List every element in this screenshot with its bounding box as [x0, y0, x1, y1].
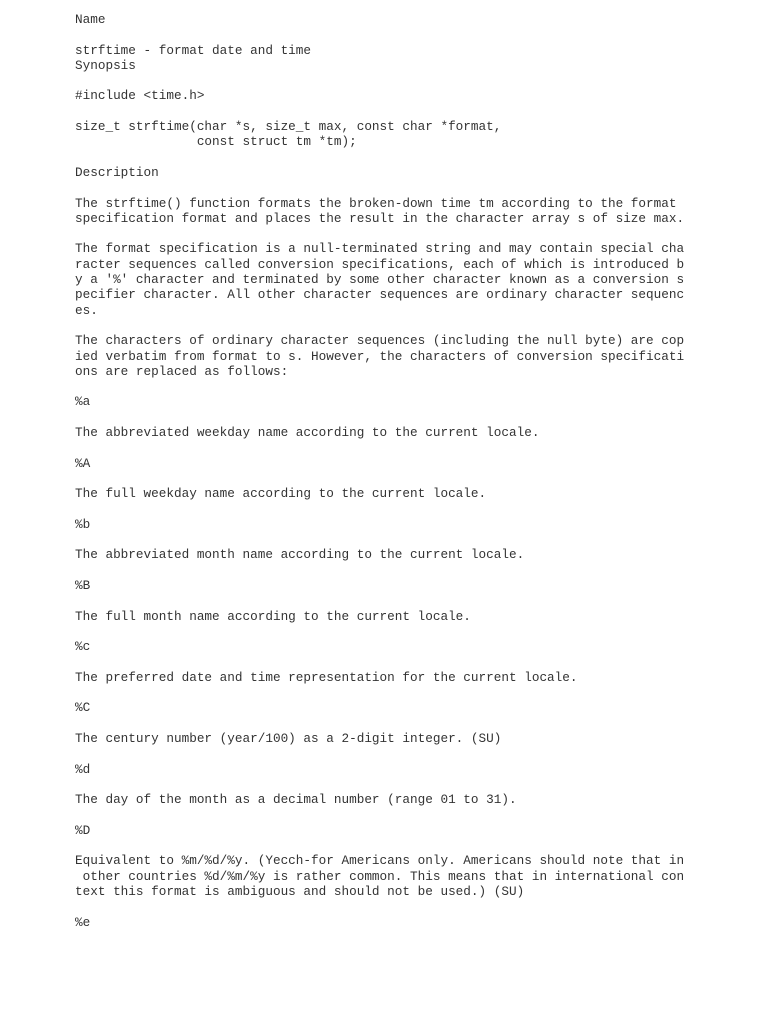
specifier-description: The full month name according to the current locale.	[75, 608, 471, 624]
spacer	[75, 410, 715, 425]
spacer	[75, 502, 715, 517]
specifier-description: The preferred date and time representation for the current locale.	[75, 669, 578, 685]
paragraph-line: The strftime() function formats the broken-down time tm according to the format	[75, 195, 677, 211]
spacer	[75, 318, 715, 333]
specifier-code: %B	[75, 577, 91, 593]
specifier-description: The century number (year/100) as a 2-digit integer. (SU)	[75, 730, 502, 746]
paragraph-3	[75, 333, 715, 379]
spacer	[75, 685, 715, 700]
paragraph-2	[75, 241, 715, 317]
specifier-code: %d	[75, 761, 91, 777]
spacer	[75, 563, 715, 578]
spacer	[75, 73, 715, 88]
paragraph-line: y a '%' character and terminated by some other character known as a conversion s	[75, 272, 685, 288]
spacer	[75, 838, 715, 853]
paragraph-line: The characters of ordinary character sequences (including the null byte) are cop	[75, 333, 685, 349]
specifier-description: The day of the month as a decimal number (range 01 to 31).	[75, 792, 517, 808]
paragraph-1	[75, 196, 715, 227]
include-line: #include <time.h>	[75, 88, 205, 104]
prototype-line: size_t strftime(char *s, size_t max, const char *format,	[75, 119, 502, 135]
specifier-description: other countries %d/%m/%y is rather common. This means that in international con	[75, 868, 685, 884]
specifier-code: %A	[75, 455, 91, 471]
spacer	[75, 27, 715, 42]
specifier-description: Equivalent to %m/%d/%y. (Yecch-for Americans only. Americans should note that in	[75, 853, 685, 869]
paragraph-line: ons are replaced as follows:	[75, 363, 289, 379]
spacer	[75, 777, 715, 792]
paragraph-line: ied verbatim from format to s. However, the characters of conversion specificati	[75, 348, 685, 364]
specifier-description: The abbreviated weekday name according to the current locale.	[75, 425, 540, 441]
spacer	[75, 807, 715, 822]
spacer	[75, 226, 715, 241]
spacer	[75, 899, 715, 914]
spacer	[75, 104, 715, 119]
spacer	[75, 180, 715, 195]
prototype-line: const struct tm *tm);	[75, 134, 357, 150]
specifier-code: %C	[75, 700, 91, 716]
specifier-code: %a	[75, 394, 91, 410]
specifier-code: %b	[75, 516, 91, 532]
spacer	[75, 532, 715, 547]
spacer	[75, 471, 715, 486]
specifier-description: The abbreviated month name according to the current locale.	[75, 547, 525, 563]
specifier-code: %D	[75, 822, 91, 838]
specifier-description: text this format is ambiguous and should not be used.) (SU)	[75, 883, 525, 899]
spacer	[75, 150, 715, 165]
specifier-code: %e	[75, 914, 91, 930]
specifier-code: %c	[75, 639, 91, 655]
spacer	[75, 716, 715, 731]
man-page-document	[75, 12, 715, 930]
specifier-description: The full weekday name according to the current locale.	[75, 486, 487, 502]
paragraph-line: The format specification is a null-terminated string and may contain special cha	[75, 241, 685, 257]
name-text: strftime - format date and time	[75, 42, 312, 58]
spacer	[75, 440, 715, 455]
paragraph-line: specification format and places the result in the character array s of size max.	[75, 210, 685, 226]
description-heading: Description	[75, 164, 159, 180]
spacer	[75, 654, 715, 669]
spacer	[75, 746, 715, 761]
name-heading: Name	[75, 12, 106, 27]
spacer	[75, 379, 715, 394]
spacer	[75, 593, 715, 608]
paragraph-line: racter sequences called conversion specifications, each of which is introduced b	[75, 256, 685, 272]
spacer	[75, 624, 715, 639]
synopsis-heading: Synopsis	[75, 57, 136, 73]
paragraph-line: pecifier character. All other character sequences are ordinary character sequenc	[75, 287, 685, 303]
paragraph-line: es.	[75, 302, 98, 318]
